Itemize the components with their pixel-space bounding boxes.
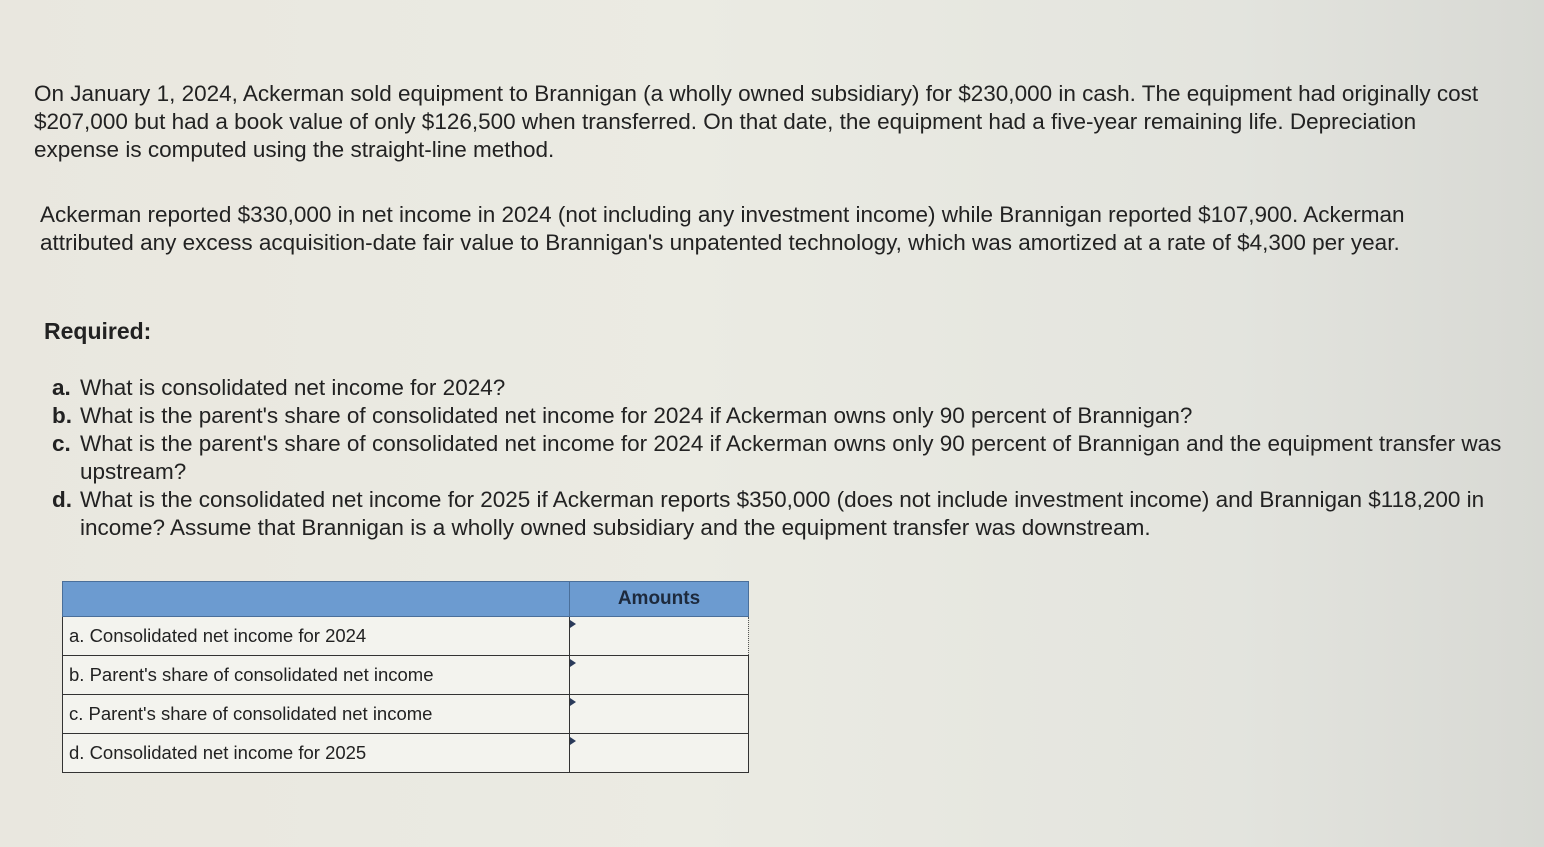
table-row <box>63 734 749 773</box>
amount-cell-c[interactable] <box>570 695 749 734</box>
amount-cell-b[interactable] <box>570 656 749 695</box>
answer-table <box>62 581 749 773</box>
row-label-c: c. Parent's share of consolidated net income <box>63 695 570 734</box>
amount-input-b[interactable] <box>572 661 746 689</box>
amount-input-a[interactable] <box>572 622 746 650</box>
amount-input-c[interactable] <box>572 700 746 728</box>
question-letter: d. <box>52 487 72 512</box>
question-a <box>52 374 1512 402</box>
answer-table-header <box>63 582 749 617</box>
question-text: What is consolidated net income for 2024? <box>80 375 506 400</box>
required-heading: Required: <box>44 318 152 344</box>
row-label-a: a. Consolidated net income for 2024 <box>63 617 570 656</box>
table-row <box>63 617 749 656</box>
question-letter: b. <box>52 403 72 428</box>
problem-paragraph-2: Ackerman reported $330,000 in net income in 2024 (not including any investment income) while Brannigan reported $107,900. Ackerman attributed any excess acquisition-date fair value to Brannigan's unpatented technology, which was amortized at a rate of $4,300 per year. <box>40 202 1405 255</box>
amount-cell-a[interactable] <box>570 617 749 656</box>
question-b <box>52 402 1512 430</box>
header-blank-cell <box>63 582 570 617</box>
question-text: What is the parent's share of consolidated net income for 2024 if Ackerman owns only 90 percent of Brannigan? <box>80 403 1193 428</box>
table-row <box>63 656 749 695</box>
amount-cell-d[interactable] <box>570 734 749 773</box>
question-text: What is the consolidated net income for 2025 if Ackerman reports $350,000 (does not include investment income) and Brannigan $118,200 in income? Assume that Brannigan is a wholly owned subsidiary and the equipment transfer was downstream. <box>80 487 1485 540</box>
header-amounts: Amounts <box>570 582 749 617</box>
row-label-d: d. Consolidated net income for 2025 <box>63 734 570 773</box>
row-label-b: b. Parent's share of consolidated net income <box>63 656 570 695</box>
question-d <box>52 486 1512 542</box>
table-row <box>63 695 749 734</box>
question-text: What is the parent's share of consolidated net income for 2024 if Ackerman owns only 90 percent of Brannigan and the equipment transfer was upstream? <box>80 431 1502 484</box>
amount-input-d[interactable] <box>572 739 746 767</box>
problem-paragraph-1: On January 1, 2024, Ackerman sold equipment to Brannigan (a wholly owned subsidiary) for $230,000 in cash. The equipment had originally cost $207,000 but had a book value of only $126,500 when transferred. On that date, the equipment had a five-year remaining life. Depreciation expense is computed using the straight-line method. <box>34 81 1479 162</box>
question-c <box>52 430 1512 486</box>
question-list <box>52 374 1512 542</box>
question-letter: c. <box>52 431 71 456</box>
question-letter: a. <box>52 375 71 400</box>
